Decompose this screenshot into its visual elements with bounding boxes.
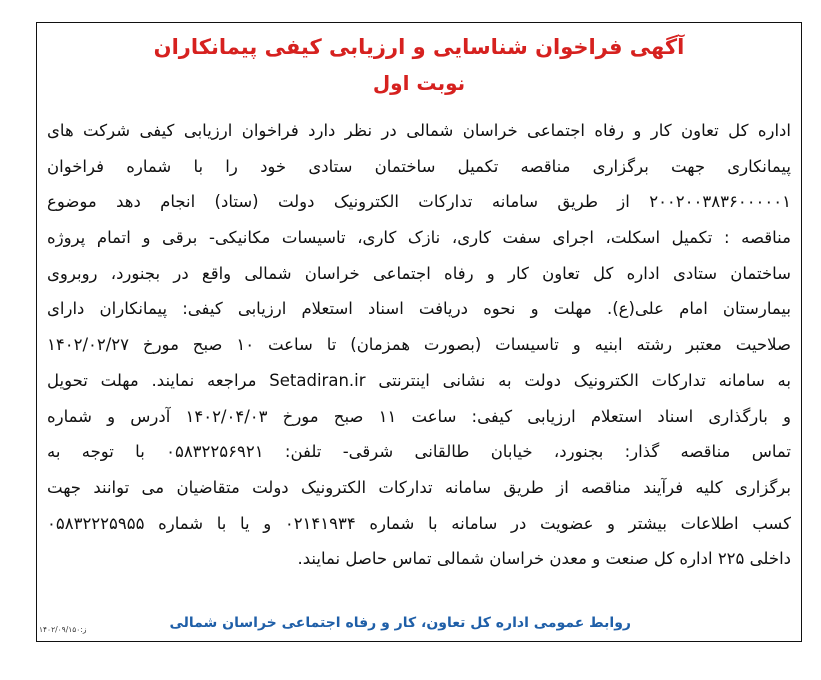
notice-title: آگهی فراخوان شناسایی و ارزیابی کیفی پیمانکاران [153, 35, 685, 59]
notice-subtitle: نوبت اول [372, 71, 466, 95]
body-line: پیمانکاری جهت برگزاری مناقصه تکمیل ساختمان ستادی خود را با شماره فراخوان [47, 156, 791, 176]
public-relations-signature: روابط عمومی اداره کل تعاون، کار و رفاه اجتماعی خراسان شمالی [169, 615, 631, 631]
body-line: مناقصه : تکمیل اسکلت، اجرای سفت کاری، نازک کاری، تاسیسات مکانیکی- برقی و اتمام پروژه [47, 228, 791, 248]
body-line: اداره کل تعاون کار و رفاه اجتماعی خراسان شمالی در نظر دارد فراخوان ارزیابی کیفی شرکت های [47, 121, 791, 140]
body-line: ۲۰۰۲۰۰۳۸۳۶۰۰۰۰۰۱ از طریق سامانه تدارکات الکترونیک دولت (ستاد) انجام دهد موضوع [47, 192, 791, 212]
body-line: ساختمان ستادی اداره کل تعاون کار و رفاه اجتماعی خراسان شمالی واقع در بجنورد، روبروی [47, 263, 791, 283]
notice-code: ز:۱۴۰۲/۰۹/۱۵۰ [39, 625, 87, 634]
body-line: بیمارستان امام علی(ع). مهلت و نحوه دریافت اسناد استعلام ارزیابی کیفی: پیمانکاران دارای [47, 299, 791, 319]
body-line: داخلی ۲۲۵ اداره کل صنعت و معدن خراسان شمالی تماس حاصل نمایند. [297, 549, 791, 569]
notice-frame [36, 22, 802, 642]
body-line: و بارگذاری اسناد استعلام ارزیابی کیفی: ساعت ۱۱ صبح مورخ ۱۴۰۲/۰۴/۰۳ آدرس و شماره [47, 406, 791, 426]
notice-body [47, 113, 791, 577]
body-line: تماس مناقصه گذار: بجنورد، خیابان طالقانی شرقی- تلفن: ۰۵۸۳۲۲۵۶۹۲۱ با توجه به [47, 442, 791, 462]
body-line: به سامانه تدارکات الکترونیک دولت به نشانی اینترنتی Setadiran.ir مراجعه نمایند. مهلت تحویل [47, 370, 791, 390]
body-line: صلاحیت معتبر رشته ابنیه و تاسیسات (بصورت همزمان) تا ساعت ۱۰ صبح مورخ ۱۴۰۲/۰۲/۲۷ [47, 335, 791, 355]
body-line: برگزاری کلیه فرآیند مناقصه از طریق سامانه تدارکات الکترونیک دولت متقاضیان می توانند جهت [47, 477, 791, 497]
body-line: کسب اطلاعات بیشتر و عضویت در سامانه با شماره ۰۲۱۴۱۹۳۴ و یا با شماره ۰۵۸۳۲۲۲۵۹۵۵ [47, 513, 791, 533]
